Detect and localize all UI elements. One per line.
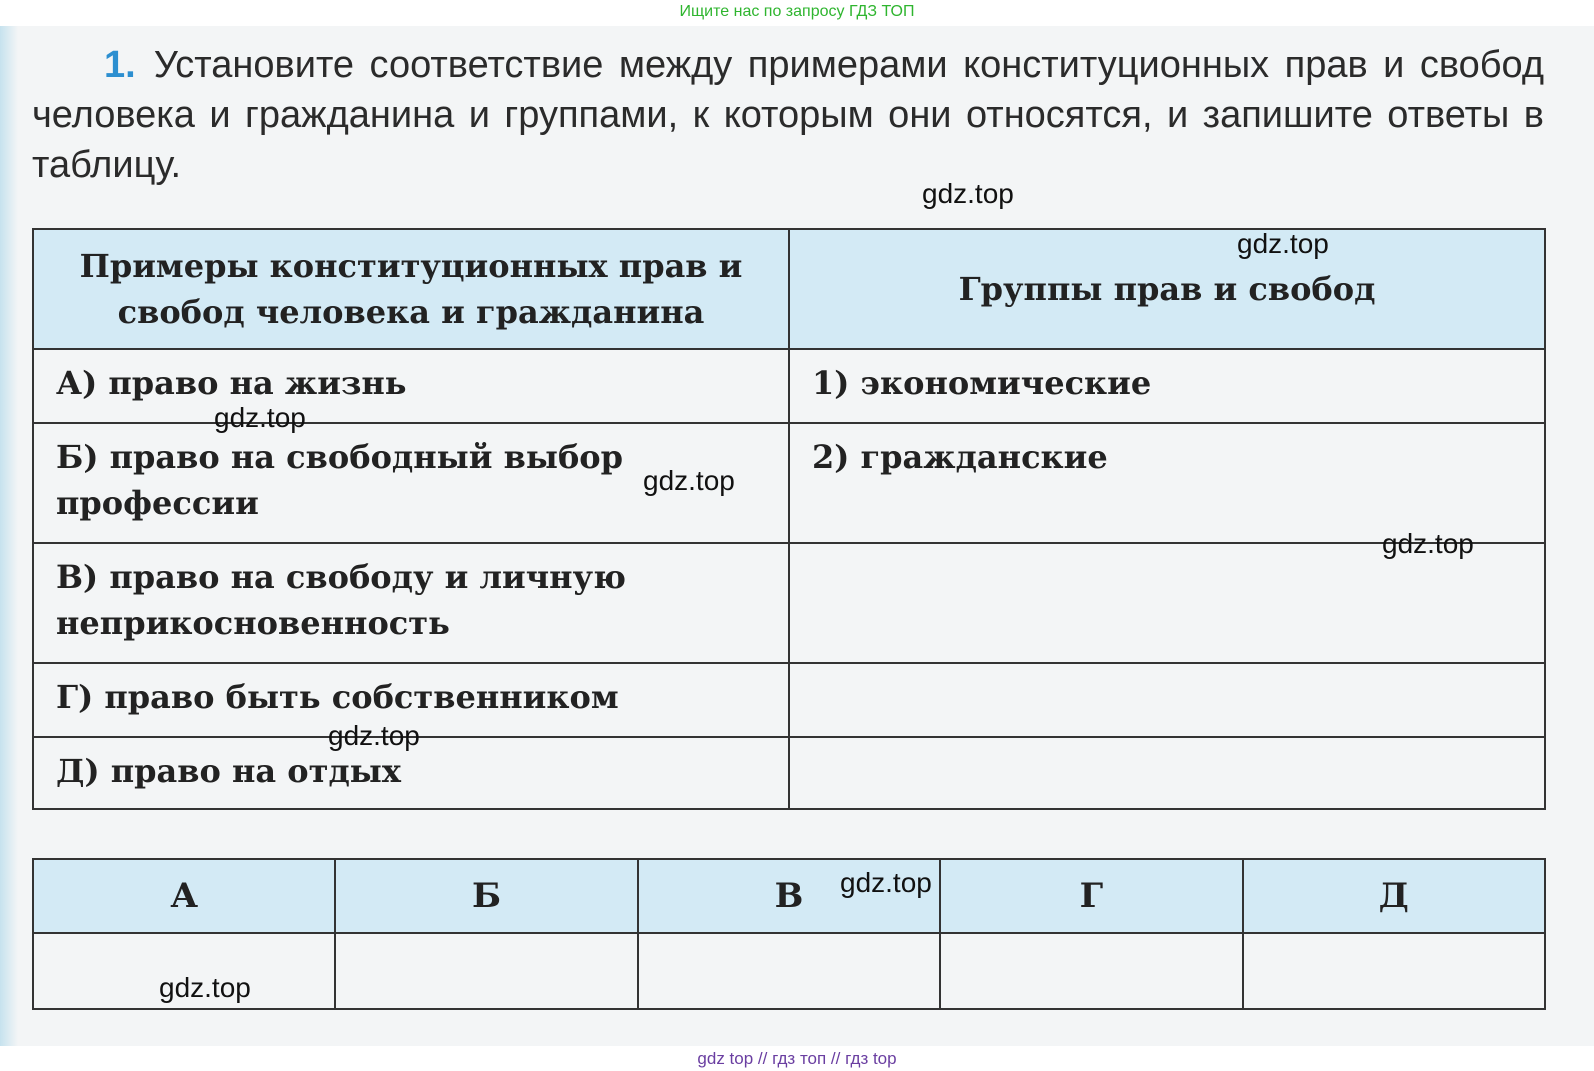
- answer-header-d: Д: [1243, 859, 1545, 933]
- task-statement: [32, 40, 1544, 190]
- answer-cell-b: [335, 933, 637, 1009]
- header-groups: Группы прав и свобод: [789, 229, 1545, 349]
- header-examples: Примеры конституционных прав и свобод человека и гражданина: [33, 229, 789, 349]
- group-cell: [789, 543, 1545, 663]
- watermark: gdz.top: [1237, 228, 1329, 259]
- answer-cell-d: [1243, 933, 1545, 1009]
- group-cell: 1) экономические: [789, 349, 1545, 423]
- watermark: gdz.top: [328, 720, 420, 751]
- answer-header-row: [33, 859, 1545, 933]
- example-cell: А) право на жизнь: [33, 349, 789, 423]
- watermark: gdz.top: [643, 465, 735, 496]
- example-cell: В) право на свободу и личную неприкосновенность: [33, 543, 789, 663]
- watermark: gdz.top: [159, 972, 251, 1003]
- task-text: Установите соответствие между примерами конституционных прав и свобод человека и гражданина и группами, к которым они относятся, и запишите ответы в таблицу.: [32, 44, 1544, 186]
- answer-cell-v: [638, 933, 940, 1009]
- table-row: [33, 543, 1545, 663]
- group-cell: [789, 663, 1545, 737]
- top-banner: Ищите нас по запросу ГДЗ ТОП: [679, 3, 915, 20]
- matching-table: [32, 228, 1546, 810]
- example-cell: Д) право на отдых: [33, 737, 789, 809]
- task-number: 1.: [104, 44, 136, 86]
- answer-cell-g: [940, 933, 1242, 1009]
- watermark: gdz.top: [214, 402, 306, 433]
- example-cell: Г) право быть собственником: [33, 663, 789, 737]
- group-cell: [789, 737, 1545, 809]
- answer-row: [33, 933, 1545, 1009]
- answer-header-a: А: [33, 859, 335, 933]
- table-row: [33, 663, 1545, 737]
- watermark: gdz.top: [1382, 528, 1474, 559]
- group-cell: 2) гражданские: [789, 423, 1545, 543]
- answer-table: [32, 858, 1546, 1010]
- watermark: gdz.top: [840, 867, 932, 898]
- answer-header-v: В: [638, 859, 940, 933]
- page-edge: [0, 26, 18, 1046]
- watermark: gdz.top: [922, 178, 1014, 209]
- answer-header-b: Б: [335, 859, 637, 933]
- table-row: [33, 737, 1545, 809]
- example-cell: Б) право на свободный выбор профессии: [33, 423, 789, 543]
- table-row: [33, 423, 1545, 543]
- bottom-footer: gdz top // гдз топ // гдз top: [697, 1049, 897, 1068]
- answer-header-g: Г: [940, 859, 1242, 933]
